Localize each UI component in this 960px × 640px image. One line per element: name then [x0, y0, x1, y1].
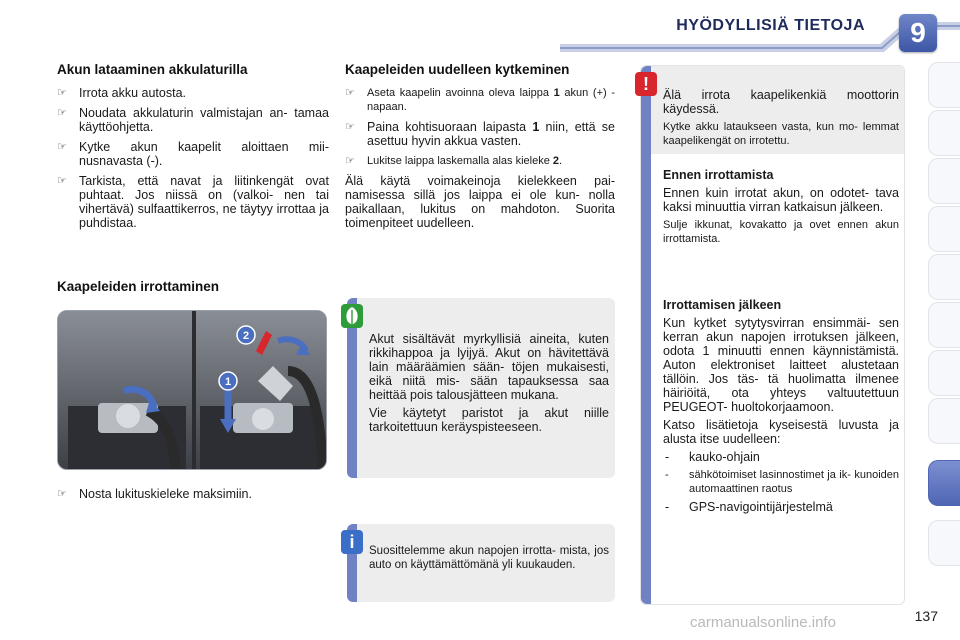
step-marker-2: 2	[242, 330, 250, 342]
section-title-reconnect: Kaapeleiden uudelleen kytkeminen	[345, 62, 570, 77]
box-accent-bar	[641, 66, 651, 604]
list-item: ☞ Lukitse laippa laskemalla alas kieleke 2.	[345, 155, 563, 167]
chapter-tab[interactable]	[928, 398, 960, 444]
chapter-tab[interactable]	[928, 350, 960, 396]
warning-text-2: Kytke akku lataukseen vasta, kun mo- lemmat kaapelikengät on irrotettu.	[663, 121, 899, 147]
pointing-hand-icon: ☞	[57, 141, 67, 153]
battery-terminal-photo	[57, 310, 327, 470]
info-box	[347, 524, 615, 602]
section-charging	[57, 62, 329, 236]
environment-box	[347, 298, 615, 478]
info-text: Suosittelemme akun napojen irrotta- mista, jos auto on käyttämättömänä yli kuukauden.	[369, 545, 609, 571]
section-reconnect	[345, 62, 615, 230]
chapter-tab[interactable]	[928, 254, 960, 300]
eco-text-2: Vie käytetyt paristot ja akut niille tarkoitettuun keräyspisteeseen.	[369, 406, 609, 434]
warning-text-1: Älä irrota kaapelikenkiä moottorin käydessä.	[663, 88, 899, 116]
reconnect-note: Älä käytä voimakeinoja kielekkeen pai- namisessa sillä jos laippa ei ole kun- nolla paikallaan, lukitus on mahdoton. Suorita toimenpiteet uudelleen.	[345, 174, 615, 230]
subheading-before: Ennen irrottamista	[663, 168, 774, 182]
warning-text-4: Sulje ikkunat, kovakatto ja ovet ennen akun irrottamista.	[663, 219, 899, 245]
list-item: ☞ Nosta lukituskieleke maksimiin.	[57, 487, 252, 501]
chapter-number-badge: 9	[899, 14, 937, 52]
battery-terminal-illustration	[58, 311, 327, 470]
chapter-tab[interactable]	[928, 62, 960, 108]
page-number: 137	[914, 608, 938, 624]
list-item: - sähkötoimiset lasinnostimet ja ik- kunoiden automaattinen raotus	[665, 469, 899, 495]
chapter-tab[interactable]	[928, 158, 960, 204]
pointing-hand-icon: ☞	[57, 175, 67, 187]
warning-text-6: Katso lisätietoja kyseisestä luvusta ja alusta itse uudelleen:	[663, 418, 899, 446]
pointing-hand-icon: ☞	[345, 121, 355, 133]
eco-leaf-icon	[341, 304, 363, 328]
warning-text-3: Ennen kuin irrotat akun, on odotet- tava kaksi minuuttia virran katkaisun jälkeen.	[663, 186, 899, 214]
reset-list	[663, 450, 899, 514]
pointing-hand-icon: ☞	[345, 155, 355, 167]
info-icon: i	[341, 530, 363, 554]
chapter-tab[interactable]	[928, 110, 960, 156]
list-item: - kauko-ohjain	[665, 450, 760, 464]
section-title-charging: Akun lataaminen akkulaturilla	[57, 62, 248, 77]
chapter-tab[interactable]	[928, 302, 960, 348]
chapter-tabs	[928, 62, 960, 582]
list-item: - GPS-navigointijärjestelmä	[665, 500, 833, 514]
step-marker-1: 1	[224, 376, 232, 388]
pointing-hand-icon: ☞	[345, 87, 355, 99]
after-photo-step	[57, 487, 329, 507]
chapter-tab[interactable]	[928, 520, 960, 566]
pointing-hand-icon: ☞	[57, 107, 67, 119]
list-item: ☞ Tarkista, että navat ja liitinkengät ovat puhtaat. Jos niissä on (valkoi- nen tai vihertävä) sulfaattikerros, ne täytyy irrottaa ja puhdistaa.	[57, 174, 329, 230]
list-item: ☞ Kytke akun kaapelit aloittaen mii- nusnavasta (-).	[57, 140, 329, 168]
chapter-title: HYÖDYLLISIÄ TIETOJA	[676, 17, 865, 34]
warning-box	[640, 65, 905, 605]
reconnect-steps	[345, 86, 615, 168]
pointing-hand-icon: ☞	[57, 488, 67, 500]
list-item: ☞ Aseta kaapelin avoinna oleva laippa 1 akun (+) -napaan.	[345, 87, 616, 113]
charging-steps	[57, 86, 329, 230]
watermark: carmanualsonline.info	[690, 614, 836, 631]
section-title-disconnect: Kaapeleiden irrottaminen	[57, 279, 220, 294]
list-item: ☞ Irrota akku autosta.	[57, 86, 187, 100]
warning-icon: !	[635, 72, 657, 96]
list-item: ☞ Noudata akkulaturin valmistajan an- tamaa käyttöohjetta.	[57, 106, 329, 134]
warning-text-5: Kun kytket sytytysvirran ensimmäi- sen kerran akun napojen irrotuksen jälkeen, odota 1 minuutti ennen käynnistämistä. Auton elektroniset laitteet alustetaan tällöin. Jos täs- tä huolimatta ilmenee häiriöitä, ota yhteys valtuutettuun PEUGEOT- huoltokorjaamoon.	[663, 316, 899, 414]
chapter-tab[interactable]	[928, 206, 960, 252]
subheading-after: Irrottamisen jälkeen	[663, 298, 782, 312]
chapter-tab-active[interactable]	[928, 460, 960, 506]
eco-text-1: Akut sisältävät myrkyllisiä aineita, kuten rikkihappoa ja lyijyä. Akut on hävitettävä lain määräämien sään- töjen mukaisesti, eikä niitä mis- sään tapauksessa saa heittää pois talousjätteen mukana.	[369, 332, 609, 402]
pointing-hand-icon: ☞	[57, 87, 67, 99]
list-item: ☞ Paina kohtisuoraan laipasta 1 niin, että se asettuu hyvin akkua vasten.	[345, 120, 615, 148]
